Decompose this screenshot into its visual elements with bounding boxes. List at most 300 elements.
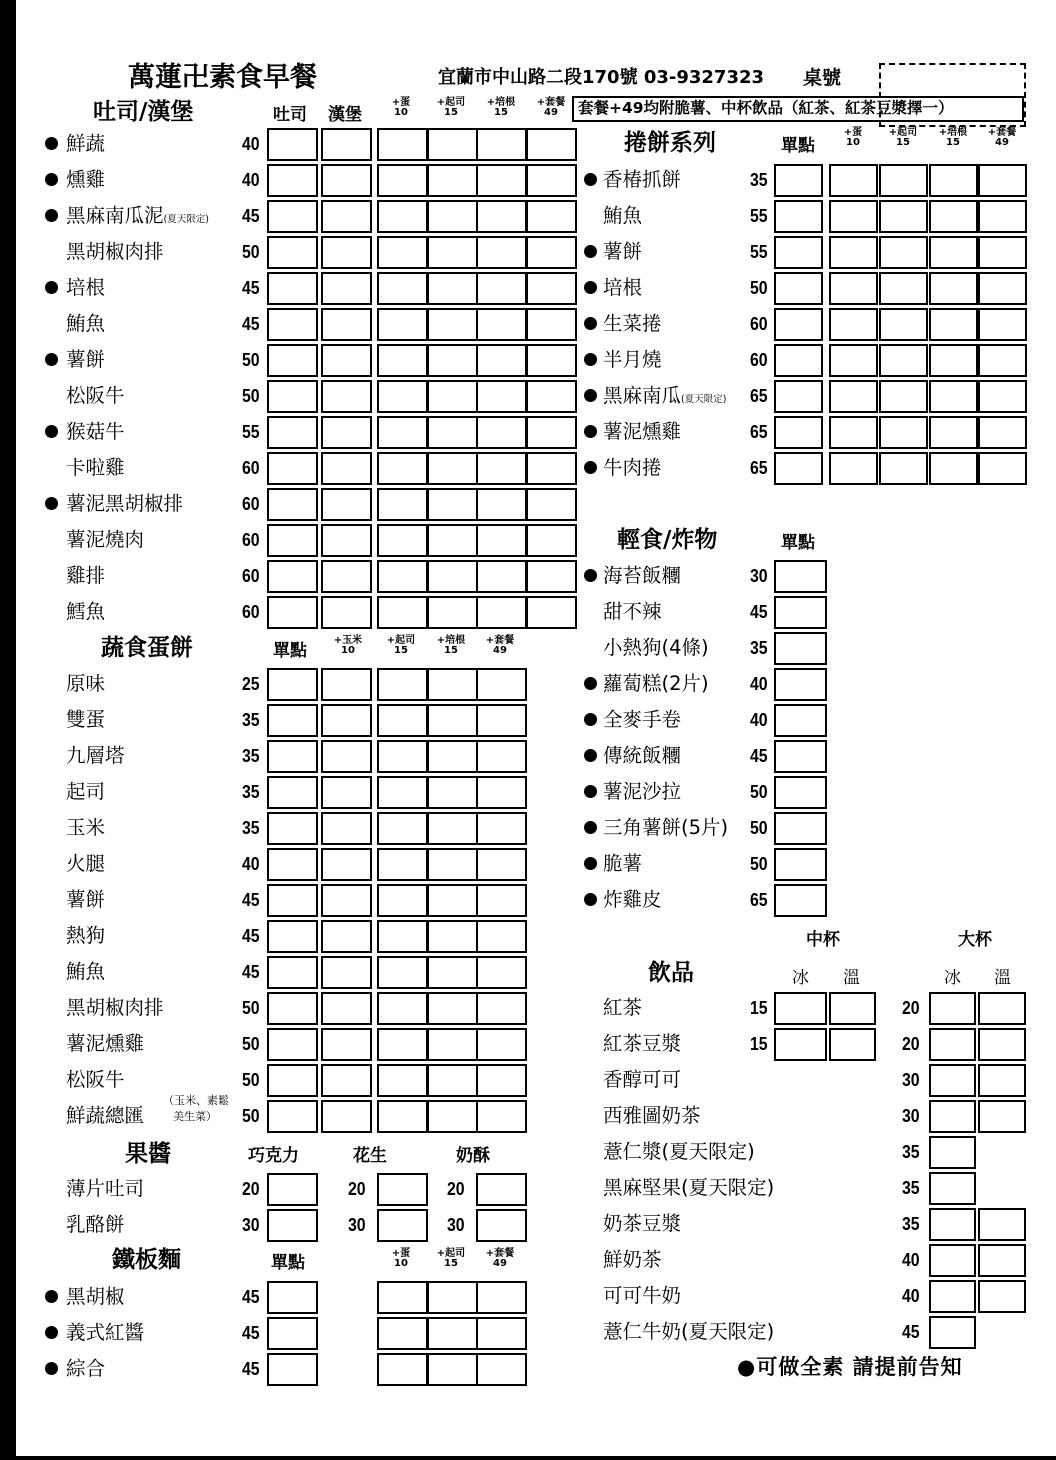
roll-item-price: 55 xyxy=(750,206,768,226)
egg-order-box[interactable] xyxy=(377,956,428,989)
roll-order-box[interactable] xyxy=(929,344,978,377)
roll-order-box[interactable] xyxy=(929,236,978,269)
drink-large-ice-box[interactable] xyxy=(929,1316,976,1349)
noodle-order-box[interactable] xyxy=(427,1281,478,1314)
egg-order-box[interactable] xyxy=(267,956,318,989)
egg-order-box[interactable] xyxy=(427,812,478,845)
jam-order-box[interactable] xyxy=(476,1209,527,1242)
roll-order-box[interactable] xyxy=(879,344,928,377)
jam-order-box[interactable] xyxy=(377,1209,428,1242)
jam-order-box[interactable] xyxy=(267,1173,318,1206)
toast-order-box[interactable] xyxy=(377,488,428,521)
roll-order-box[interactable] xyxy=(774,308,823,341)
toast-order-box[interactable] xyxy=(321,596,372,629)
roll-order-box[interactable] xyxy=(978,272,1027,305)
seasonal-note: (夏天限定) xyxy=(681,394,727,405)
light-order-box[interactable] xyxy=(774,560,827,593)
toast-order-box[interactable] xyxy=(526,272,577,305)
toast-item-price: 45 xyxy=(242,206,260,226)
roll-order-box[interactable] xyxy=(774,200,823,233)
toast-order-box[interactable] xyxy=(321,308,372,341)
egg-item-note: 美生菜） xyxy=(173,1110,217,1123)
egg-order-box[interactable] xyxy=(427,704,478,737)
toast-order-box[interactable] xyxy=(476,164,527,197)
light-order-box[interactable] xyxy=(774,704,827,737)
egg-order-box[interactable] xyxy=(267,740,318,773)
toast-order-box[interactable] xyxy=(476,416,527,449)
drink-medium-warm-box[interactable] xyxy=(829,1028,876,1061)
toast-order-box[interactable] xyxy=(377,308,428,341)
egg-item-price: 35 xyxy=(242,782,260,802)
toast-order-box[interactable] xyxy=(321,560,372,593)
toast-order-box[interactable] xyxy=(377,236,428,269)
egg-order-box[interactable] xyxy=(377,668,428,701)
toast-order-box[interactable] xyxy=(267,488,318,521)
toast-order-box[interactable] xyxy=(476,308,527,341)
toast-order-box[interactable] xyxy=(377,272,428,305)
egg-order-box[interactable] xyxy=(377,740,428,773)
noodle-order-box[interactable] xyxy=(377,1353,428,1386)
roll-order-box[interactable] xyxy=(978,380,1027,413)
vegan-dot-icon xyxy=(45,497,58,510)
toast-item-price: 50 xyxy=(242,242,260,262)
toast-order-box[interactable] xyxy=(427,560,478,593)
drink-large-warm-box[interactable] xyxy=(978,1208,1026,1241)
egg-order-box[interactable] xyxy=(377,1100,428,1133)
toast-order-box[interactable] xyxy=(377,452,428,485)
toast-order-box[interactable] xyxy=(321,416,372,449)
drink-medium-ice-box[interactable] xyxy=(774,992,827,1025)
addon-price: 49 xyxy=(995,137,1009,148)
light-order-box[interactable] xyxy=(774,740,827,773)
toast-order-box[interactable] xyxy=(476,200,527,233)
toast-order-box[interactable] xyxy=(267,452,318,485)
toast-order-box[interactable] xyxy=(267,596,318,629)
drink-large-ice-box[interactable] xyxy=(929,1100,976,1133)
roll-order-box[interactable] xyxy=(879,200,928,233)
toast-order-box[interactable] xyxy=(476,596,527,629)
roll-order-box[interactable] xyxy=(978,236,1027,269)
egg-order-box[interactable] xyxy=(321,704,372,737)
egg-order-box[interactable] xyxy=(267,848,318,881)
light-item-name: 炸雞皮 xyxy=(603,888,662,911)
drink-large-ice-box[interactable] xyxy=(929,1172,976,1205)
roll-order-box[interactable] xyxy=(829,452,878,485)
roll-order-box[interactable] xyxy=(929,452,978,485)
toast-order-box[interactable] xyxy=(526,344,577,377)
toast-order-box[interactable] xyxy=(427,380,478,413)
toast-order-box[interactable] xyxy=(476,560,527,593)
vegan-dot-icon xyxy=(584,281,597,294)
roll-order-box[interactable] xyxy=(774,272,823,305)
egg-order-box[interactable] xyxy=(476,704,527,737)
toast-order-box[interactable] xyxy=(476,488,527,521)
drink-large-ice-box[interactable] xyxy=(929,1280,976,1313)
toast-order-box[interactable] xyxy=(321,200,372,233)
egg-order-box[interactable] xyxy=(321,920,372,953)
toast-item-name: 黑胡椒肉排 xyxy=(66,240,164,263)
toast-order-box[interactable] xyxy=(267,272,318,305)
roll-order-box[interactable] xyxy=(978,344,1027,377)
toast-order-box[interactable] xyxy=(526,452,577,485)
egg-order-box[interactable] xyxy=(321,1064,372,1097)
drink-large-ice-box[interactable] xyxy=(929,1028,976,1061)
egg-order-box[interactable] xyxy=(377,992,428,1025)
toast-order-box[interactable] xyxy=(427,272,478,305)
light-item-name: 傳統飯糰 xyxy=(603,744,682,767)
toast-order-box[interactable] xyxy=(267,560,318,593)
toast-order-box[interactable] xyxy=(427,452,478,485)
toast-order-box[interactable] xyxy=(321,488,372,521)
roll-order-box[interactable] xyxy=(829,200,878,233)
roll-order-box[interactable] xyxy=(774,416,823,449)
toast-order-box[interactable] xyxy=(377,524,428,557)
addon-price: 10 xyxy=(394,107,408,118)
toast-order-box[interactable] xyxy=(476,236,527,269)
toast-order-box[interactable] xyxy=(476,380,527,413)
egg-order-box[interactable] xyxy=(476,1064,527,1097)
drink-medium-ice-box[interactable] xyxy=(774,1028,827,1061)
noodle-order-box[interactable] xyxy=(377,1281,428,1314)
egg-order-box[interactable] xyxy=(427,1064,478,1097)
toast-order-box[interactable] xyxy=(267,308,318,341)
toast-order-box[interactable] xyxy=(321,344,372,377)
roll-order-box[interactable] xyxy=(829,272,878,305)
roll-order-box[interactable] xyxy=(929,416,978,449)
toast-order-box[interactable] xyxy=(526,128,577,161)
drink-large-warm-box[interactable] xyxy=(978,1280,1026,1313)
egg-order-box[interactable] xyxy=(267,668,318,701)
egg-order-box[interactable] xyxy=(427,668,478,701)
roll-order-box[interactable] xyxy=(879,380,928,413)
toast-item-price: 40 xyxy=(242,134,260,154)
toast-order-box[interactable] xyxy=(377,164,428,197)
light-order-box[interactable] xyxy=(774,848,827,881)
roll-order-box[interactable] xyxy=(774,380,823,413)
toast-order-box[interactable] xyxy=(427,308,478,341)
toast-order-box[interactable] xyxy=(526,524,577,557)
egg-order-box[interactable] xyxy=(476,812,527,845)
egg-order-box[interactable] xyxy=(267,776,318,809)
toast-order-box[interactable] xyxy=(526,200,577,233)
roll-order-box[interactable] xyxy=(829,416,878,449)
egg-order-box[interactable] xyxy=(476,884,527,917)
roll-order-box[interactable] xyxy=(879,236,928,269)
egg-order-box[interactable] xyxy=(267,1028,318,1061)
roll-addon-header xyxy=(833,128,873,148)
set-meal-note: 套餐+49均附脆薯、中杯飲品（紅茶、紅茶豆漿擇一） xyxy=(572,96,1024,122)
noodle-order-box[interactable] xyxy=(427,1353,478,1386)
egg-order-box[interactable] xyxy=(377,920,428,953)
roll-order-box[interactable] xyxy=(829,236,878,269)
jam-col-butter: 奶酥 xyxy=(456,1146,490,1166)
toast-order-box[interactable] xyxy=(267,344,318,377)
toast-order-box[interactable] xyxy=(526,416,577,449)
toast-order-box[interactable] xyxy=(526,164,577,197)
noodle-order-box[interactable] xyxy=(427,1317,478,1350)
egg-order-box[interactable] xyxy=(267,992,318,1025)
toast-order-box[interactable] xyxy=(377,128,428,161)
toast-order-box[interactable] xyxy=(476,452,527,485)
light-item-price: 50 xyxy=(750,818,768,838)
toast-order-box[interactable] xyxy=(427,416,478,449)
roll-order-box[interactable] xyxy=(879,308,928,341)
roll-item-name: 培根 xyxy=(603,276,643,299)
light-order-box[interactable] xyxy=(774,632,827,665)
drink-large-warm-box[interactable] xyxy=(978,1100,1026,1133)
egg-order-box[interactable] xyxy=(476,992,527,1025)
egg-item-price: 35 xyxy=(242,818,260,838)
toast-order-box[interactable] xyxy=(267,164,318,197)
light-order-box[interactable] xyxy=(774,776,827,809)
toast-order-box[interactable] xyxy=(267,200,318,233)
toast-order-box[interactable] xyxy=(526,560,577,593)
toast-order-box[interactable] xyxy=(476,524,527,557)
egg-order-box[interactable] xyxy=(377,776,428,809)
toast-item-price: 45 xyxy=(242,278,260,298)
toast-order-box[interactable] xyxy=(427,236,478,269)
roll-order-box[interactable] xyxy=(978,416,1027,449)
toast-order-box[interactable] xyxy=(321,236,372,269)
toast-item-name: 燻雞 xyxy=(66,168,106,191)
drink-large-ice-box[interactable] xyxy=(929,992,976,1025)
egg-order-box[interactable] xyxy=(476,848,527,881)
egg-order-box[interactable] xyxy=(267,812,318,845)
toast-item-price: 60 xyxy=(242,458,260,478)
egg-order-box[interactable] xyxy=(427,884,478,917)
toast-order-box[interactable] xyxy=(377,380,428,413)
toast-order-box[interactable] xyxy=(267,416,318,449)
toast-order-box[interactable] xyxy=(526,308,577,341)
egg-order-box[interactable] xyxy=(321,848,372,881)
roll-order-box[interactable] xyxy=(978,452,1027,485)
jam-order-box[interactable] xyxy=(476,1173,527,1206)
toast-order-box[interactable] xyxy=(321,380,372,413)
egg-order-box[interactable] xyxy=(377,884,428,917)
light-order-box[interactable] xyxy=(774,812,827,845)
egg-order-box[interactable] xyxy=(476,776,527,809)
egg-order-box[interactable] xyxy=(476,956,527,989)
egg-order-box[interactable] xyxy=(321,740,372,773)
egg-order-box[interactable] xyxy=(377,1028,428,1061)
jam-order-box[interactable] xyxy=(267,1209,318,1242)
egg-order-box[interactable] xyxy=(427,1100,478,1133)
drink-medium-warm-box[interactable] xyxy=(829,992,876,1025)
egg-order-box[interactable] xyxy=(427,848,478,881)
egg-item-price: 50 xyxy=(242,1070,260,1090)
egg-order-box[interactable] xyxy=(427,992,478,1025)
roll-order-box[interactable] xyxy=(879,452,928,485)
drink-large-price: 30 xyxy=(902,1106,920,1126)
roll-order-box[interactable] xyxy=(829,164,878,197)
egg-order-box[interactable] xyxy=(427,1028,478,1061)
toast-order-box[interactable] xyxy=(526,380,577,413)
toast-order-box[interactable] xyxy=(377,416,428,449)
egg-single-label: 單點 xyxy=(273,641,307,661)
roll-order-box[interactable] xyxy=(929,308,978,341)
toast-col-label: 吐司 xyxy=(273,105,307,125)
roll-item-name: 鮪魚 xyxy=(603,204,643,227)
egg-order-box[interactable] xyxy=(321,1100,372,1133)
drink-large-ice-box[interactable] xyxy=(929,1136,976,1169)
drink-large-warm-box[interactable] xyxy=(978,1244,1026,1277)
toast-order-box[interactable] xyxy=(321,524,372,557)
toast-order-box[interactable] xyxy=(476,128,527,161)
roll-order-box[interactable] xyxy=(774,164,823,197)
noodle-order-box[interactable] xyxy=(377,1317,428,1350)
roll-order-box[interactable] xyxy=(929,164,978,197)
roll-order-box[interactable] xyxy=(929,272,978,305)
egg-order-box[interactable] xyxy=(321,992,372,1025)
table-number-label: 桌號 xyxy=(803,67,842,89)
roll-order-box[interactable] xyxy=(879,416,928,449)
egg-order-box[interactable] xyxy=(267,1064,318,1097)
toast-order-box[interactable] xyxy=(427,200,478,233)
addon-label: +起司 xyxy=(436,97,466,108)
light-order-box[interactable] xyxy=(774,668,827,701)
jam-item-price: 30 xyxy=(447,1215,465,1235)
egg-order-box[interactable] xyxy=(321,812,372,845)
toast-order-box[interactable] xyxy=(427,128,478,161)
egg-order-box[interactable] xyxy=(476,668,527,701)
noodle-item-name: 義式紅醬 xyxy=(66,1321,145,1344)
toast-order-box[interactable] xyxy=(526,488,577,521)
drink-large-ice-box[interactable] xyxy=(929,1064,976,1097)
egg-order-box[interactable] xyxy=(321,884,372,917)
egg-order-box[interactable] xyxy=(427,776,478,809)
toast-order-box[interactable] xyxy=(377,596,428,629)
addon-label: +玉米 xyxy=(333,635,363,646)
drink-item-name: 可可牛奶 xyxy=(603,1284,682,1307)
toast-order-box[interactable] xyxy=(427,524,478,557)
roll-order-box[interactable] xyxy=(829,344,878,377)
egg-order-box[interactable] xyxy=(267,704,318,737)
toast-item-name: 鮮蔬 xyxy=(66,132,106,155)
toast-order-box[interactable] xyxy=(476,272,527,305)
egg-order-box[interactable] xyxy=(267,920,318,953)
drink-large-warm-box[interactable] xyxy=(978,1028,1026,1061)
noodle-order-box[interactable] xyxy=(476,1317,527,1350)
egg-order-box[interactable] xyxy=(267,884,318,917)
toast-order-box[interactable] xyxy=(321,128,372,161)
toast-order-box[interactable] xyxy=(377,200,428,233)
toast-item-name xyxy=(66,206,209,226)
addon-label: +培根 xyxy=(486,97,516,108)
toast-order-box[interactable] xyxy=(267,236,318,269)
vegan-dot-icon xyxy=(45,1326,58,1339)
egg-order-box[interactable] xyxy=(321,1028,372,1061)
roll-order-box[interactable] xyxy=(829,380,878,413)
drink-large-ice-box[interactable] xyxy=(929,1208,976,1241)
egg-order-box[interactable] xyxy=(377,704,428,737)
roll-order-box[interactable] xyxy=(978,308,1027,341)
vegan-dot-icon xyxy=(584,353,597,366)
noodle-order-box[interactable] xyxy=(267,1353,318,1386)
drink-large-label: 大杯 xyxy=(958,930,992,950)
drink-large-warm-box[interactable] xyxy=(978,992,1026,1025)
roll-order-box[interactable] xyxy=(978,200,1027,233)
burger-col-label: 漢堡 xyxy=(328,105,362,125)
light-order-box[interactable] xyxy=(774,884,827,917)
egg-order-box[interactable] xyxy=(267,1100,318,1133)
toast-item-price: 60 xyxy=(242,494,260,514)
toast-order-box[interactable] xyxy=(427,344,478,377)
toast-order-box[interactable] xyxy=(267,524,318,557)
drink-item-name: 鮮奶茶 xyxy=(603,1248,662,1271)
toast-order-box[interactable] xyxy=(377,344,428,377)
toast-order-box[interactable] xyxy=(267,128,318,161)
jam-order-box[interactable] xyxy=(377,1173,428,1206)
toast-order-box[interactable] xyxy=(427,164,478,197)
roll-order-box[interactable] xyxy=(774,236,823,269)
egg-order-box[interactable] xyxy=(427,956,478,989)
drink-large-warm-box[interactable] xyxy=(978,1064,1026,1097)
roll-order-box[interactable] xyxy=(879,164,928,197)
toast-order-box[interactable] xyxy=(526,236,577,269)
roll-order-box[interactable] xyxy=(774,344,823,377)
light-item-price: 30 xyxy=(750,566,768,586)
egg-item-price: 40 xyxy=(242,854,260,874)
toast-item-price: 55 xyxy=(242,422,260,442)
egg-order-box[interactable] xyxy=(476,1100,527,1133)
noodle-order-box[interactable] xyxy=(476,1353,527,1386)
toast-order-box[interactable] xyxy=(476,344,527,377)
egg-order-box[interactable] xyxy=(321,776,372,809)
toast-order-box[interactable] xyxy=(427,488,478,521)
egg-order-box[interactable] xyxy=(476,920,527,953)
egg-order-box[interactable] xyxy=(321,668,372,701)
roll-section-title: 捲餅系列 xyxy=(624,130,716,156)
light-order-box[interactable] xyxy=(774,596,827,629)
toast-order-box[interactable] xyxy=(526,596,577,629)
toast-order-box[interactable] xyxy=(377,560,428,593)
egg-order-box[interactable] xyxy=(427,740,478,773)
egg-item-price: 25 xyxy=(242,674,260,694)
egg-order-box[interactable] xyxy=(377,812,428,845)
egg-order-box[interactable] xyxy=(476,740,527,773)
egg-order-box[interactable] xyxy=(476,1028,527,1061)
roll-order-box[interactable] xyxy=(774,452,823,485)
toast-item-name: 猴菇牛 xyxy=(66,420,125,443)
vegan-dot-icon xyxy=(584,425,597,438)
egg-order-box[interactable] xyxy=(321,956,372,989)
toast-order-box[interactable] xyxy=(321,272,372,305)
roll-addon-header xyxy=(933,128,973,148)
egg-order-box[interactable] xyxy=(427,920,478,953)
toast-item-label: 黑麻南瓜泥 xyxy=(66,204,164,227)
drink-item-name: 奶茶豆漿 xyxy=(603,1212,682,1235)
toast-order-box[interactable] xyxy=(427,596,478,629)
drink-large-ice-box[interactable] xyxy=(929,1244,976,1277)
toast-item-price: 45 xyxy=(242,314,260,334)
toast-order-box[interactable] xyxy=(267,380,318,413)
toast-order-box[interactable] xyxy=(321,164,372,197)
drink-item-name: 紅茶豆漿 xyxy=(603,1032,682,1055)
roll-order-box[interactable] xyxy=(829,308,878,341)
noodle-order-box[interactable] xyxy=(267,1281,318,1314)
egg-order-box[interactable] xyxy=(377,848,428,881)
roll-order-box[interactable] xyxy=(879,272,928,305)
noodle-order-box[interactable] xyxy=(476,1281,527,1314)
noodle-order-box[interactable] xyxy=(267,1317,318,1350)
roll-order-box[interactable] xyxy=(929,380,978,413)
roll-order-box[interactable] xyxy=(978,164,1027,197)
roll-item-price: 60 xyxy=(750,314,768,334)
roll-order-box[interactable] xyxy=(929,200,978,233)
egg-order-box[interactable] xyxy=(377,1064,428,1097)
toast-order-box[interactable] xyxy=(321,452,372,485)
egg-item-name: 薯餅 xyxy=(66,888,106,911)
